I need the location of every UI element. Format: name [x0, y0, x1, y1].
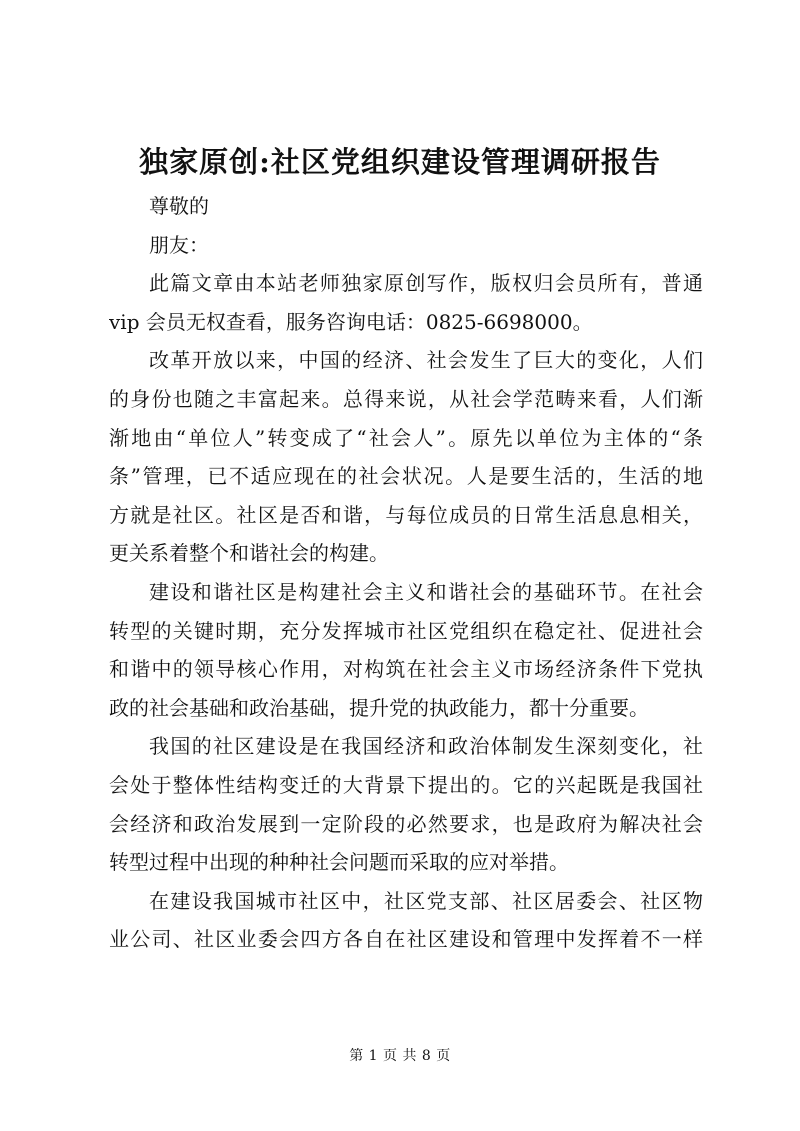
- text-line: 条”管理，已不适应现在的社会状况。人是要生活的，生活的地: [109, 464, 703, 489]
- text-line: 朋友：: [149, 232, 209, 257]
- text-line: 尊敬的: [149, 194, 209, 218]
- text-line: 的身份也随之丰富起来。总得来说，从社会学范畴来看，人们渐: [109, 386, 703, 411]
- text-line: 渐地由“单位人”转变成了“社会人”。原先以单位为主体的“条: [109, 425, 703, 450]
- text-line: 会经济和政治发展到一定阶段的必然要求，也是政府为解决社会: [109, 811, 703, 836]
- text-line: 此篇文章由本站老师独家原创写作，版权归会员所有，普通: [149, 271, 703, 296]
- document-body: [109, 187, 703, 959]
- page-footer: 第 1 页 共 8 页: [349, 1048, 451, 1064]
- text-line: 转型过程中出现的种种社会问题而采取的应对举措。: [109, 850, 569, 875]
- text-line: vip 会员无权查看，服务咨询电话：0825-6698000。: [109, 309, 593, 334]
- text-line: 转型的关键时期，充分发挥城市社区党组织在稳定社、促进社会: [109, 618, 703, 643]
- document-title: 独家原创:社区党组织建设管理调研报告: [139, 145, 661, 179]
- text-line: 政的社会基础和政治基础，提升党的执政能力，都十分重要。: [109, 695, 649, 720]
- text-line: 更关系着整个和谐社会的构建。: [109, 541, 389, 566]
- text-line: 改革开放以来，中国的经济、社会发生了巨大的变化，人们: [149, 348, 703, 373]
- text-line: 在建设我国城市社区中，社区党支部、社区居委会、社区物: [149, 888, 703, 913]
- text-line: 会处于整体性结构变迁的大背景下提出的。它的兴起既是我国社: [109, 772, 703, 797]
- text-line: 业公司、社区业委会四方各自在社区建设和管理中发挥着不一样: [109, 927, 703, 952]
- text-line: 建设和谐社区是构建社会主义和谐社会的基础环节。在社会: [149, 579, 703, 604]
- text-line: 方就是社区。社区是否和谐，与每位成员的日常生活息息相关，: [109, 502, 703, 527]
- text-line: 我国的社区建设是在我国经济和政治体制发生深刻变化，社: [149, 734, 703, 759]
- text-line: 和谐中的领导核心作用，对构筑在社会主义市场经济条件下党执: [109, 657, 703, 682]
